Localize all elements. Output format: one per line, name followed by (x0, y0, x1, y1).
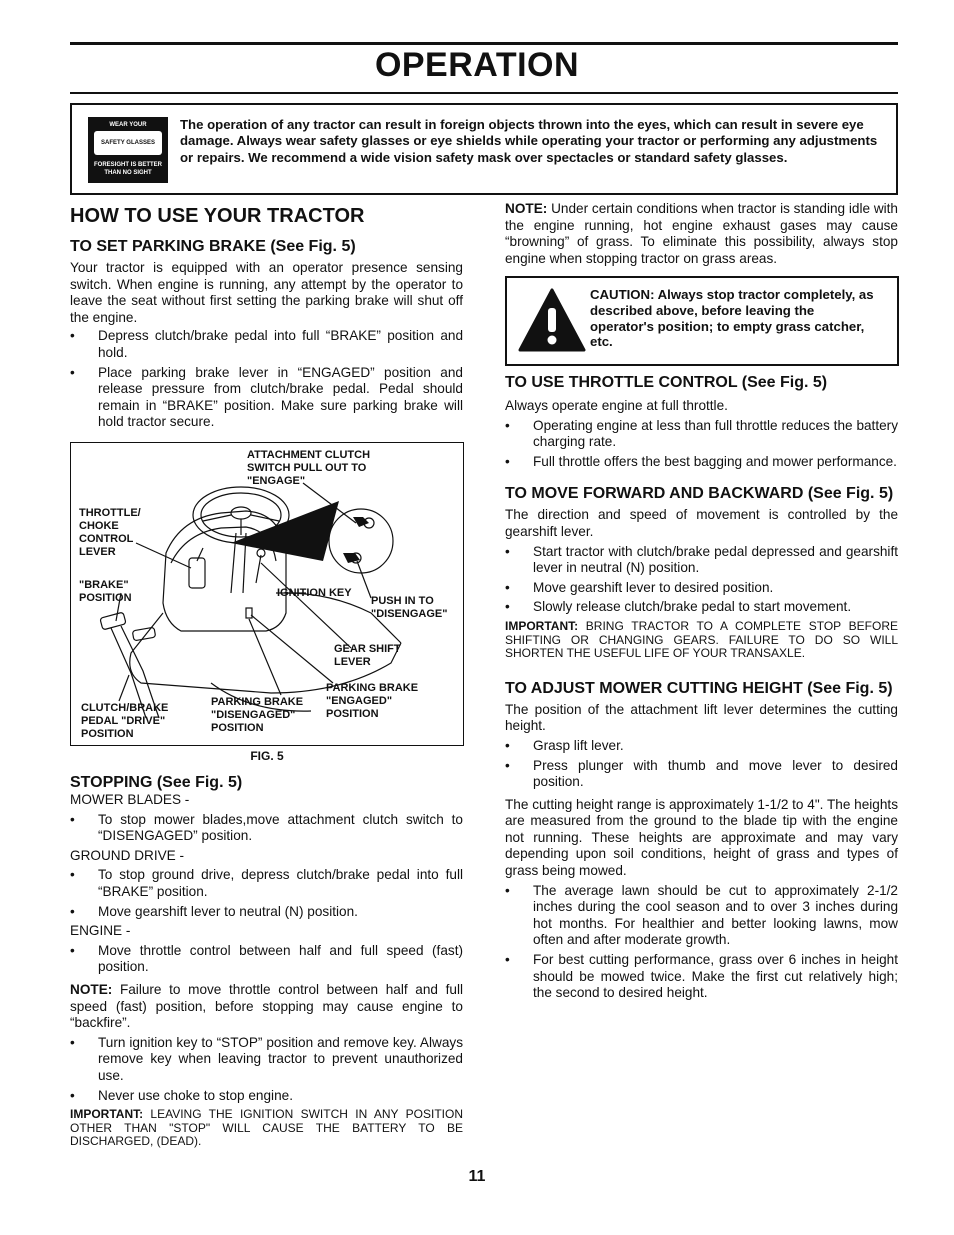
list-item: • Never use choke to stop engine. (70, 1087, 293, 1103)
title-rule (70, 92, 898, 94)
section-heading: HOW TO USE YOUR TRACTOR (70, 205, 365, 227)
sticker-line3: FORESIGHT IS BETTER THAN NO SIGHT (93, 162, 162, 176)
list-item-text: Full throttle offers the best bagging and mower performance. (533, 453, 897, 469)
list-item: • Operating engine at less than full throttle reduces the battery charging rate. (505, 417, 898, 450)
sticker-line2: SAFETY GLASSES (94, 131, 162, 155)
list-item-text: Depress clutch/brake pedal into full “BRAKE” position and hold. (98, 328, 463, 360)
list-item-text: Grasp lift lever. (533, 737, 624, 753)
parking-brake-intro: Your tractor is equipped with an operator presence sensing switch. When engine is running, any attempt by the operator to leave the seat without first setting the parking brake will shut off the engine. (70, 260, 463, 325)
left-column-bottom (70, 773, 463, 1149)
label-attachment-clutch: ATTACHMENT CLUTCH SWITCH PULL OUT TO "ENGAGE" (247, 449, 371, 487)
top-rule (70, 42, 898, 45)
list-item-text: Turn ignition key to “STOP” position and remove key. Always remove key when leaving tractor to prevent unauthorized use. (98, 1034, 463, 1083)
list-item-text: To stop ground drive, depress clutch/brake pedal into full “BRAKE” position. (98, 867, 463, 899)
note-text: Failure to move throttle control between half and full speed (fast) position, before stopping may cause engine to “backfire”. (70, 981, 463, 1031)
list-item: • The average lawn should be cut to approximately 2-1/2 inches during the cool season and to over 3 inches during hot months. For healthier and better looking lawns, mow often and after moderate growth. (505, 882, 898, 948)
warning-triangle-icon (517, 286, 587, 356)
safety-warning-box (70, 103, 898, 195)
list-item: • Grasp lift lever. (505, 737, 624, 753)
list-item-text: The average lawn should be cut to approximately 2-1/2 inches during the cool season and to over 3 inches during hot months. For healthier and better looking lawns, mow often and after moderate growth. (533, 882, 898, 948)
move-intro: The direction and speed of movement is controlled by the gearshift lever. (505, 507, 898, 539)
label-throttle-choke: THROTTLE/ CHOKE CONTROL LEVER (79, 507, 141, 558)
list-item: • To stop ground drive, depress clutch/brake pedal into full “BRAKE” position. (70, 867, 463, 899)
cutting-height-intro: The position of the attachment lift lever determines the cutting height. (505, 701, 898, 734)
list-item: • Depress clutch/brake pedal into full “BRAKE” position and hold. (70, 328, 463, 360)
left-column-top (70, 204, 463, 431)
label-clutch-brake-pedal: CLUTCH/BRAKE PEDAL "DRIVE" POSITION (81, 702, 169, 740)
note-text: Under certain conditions when tractor is standing idle with the engine running, hot engine exhaust gases may cause “browning” of grass. To eliminate this possibility, always stop engine when stopping tractor on grass areas. (505, 201, 898, 266)
ignition-important (70, 1108, 463, 1149)
move-heading: TO MOVE FORWARD AND BACKWARD (See Fig. 5) (505, 485, 894, 503)
list-item: • Place parking brake lever in “ENGAGED” position and release pressure from clutch/brake pedal. Pedal should remain in “BRAKE” position. Make sure parking brake will hold tractor secure. (70, 364, 463, 430)
list-item: • Start tractor with clutch/brake pedal depressed and gearshift lever in neutral (N) position. (505, 543, 898, 576)
list-item: • Full throttle offers the best bagging and mower performance. (505, 453, 897, 469)
figure-5 (70, 442, 464, 746)
label-push-in: PUSH IN TO "DISENGAGE" (371, 595, 448, 620)
label-parking-brake-engaged: PARKING BRAKE "ENGAGED" POSITION (326, 682, 419, 720)
note-label: NOTE: (505, 201, 548, 216)
label-brake-position: "BRAKE" POSITION (79, 579, 132, 604)
note-label: NOTE: (70, 981, 113, 997)
list-item-text: Start tractor with clutch/brake pedal depressed and gearshift lever in neutral (N) position. (533, 543, 898, 576)
sticker-line1: WEAR YOUR (109, 122, 147, 128)
list-item-text: Operating engine at less than full throttle reduces the battery charging rate. (533, 417, 898, 450)
parking-brake-heading: TO SET PARKING BRAKE (See Fig. 5) (70, 238, 356, 255)
figure-caption: FIG. 5 (250, 749, 284, 763)
important-label: IMPORTANT: (505, 618, 579, 633)
list-item-text: Move gearshift lever to desired position. (533, 579, 774, 595)
throttle-heading: TO USE THROTTLE CONTROL (See Fig. 5) (505, 374, 828, 391)
stopping-note (70, 982, 463, 1032)
list-item-text: Never use choke to stop engine. (98, 1087, 293, 1103)
important-text: LEAVING THE IGNITION SWITCH IN ANY POSITION OTHER THAN "STOP" WILL CAUSE THE BATTERY TO BE DISCHARGED, (DEAD). (70, 1107, 463, 1149)
list-item: • Move gearshift lever to neutral (N) position. (70, 903, 358, 919)
list-item-text: Press plunger with thumb and move lever to desired position. (533, 757, 898, 790)
important-label: IMPORTANT: (70, 1107, 144, 1122)
transaxle-important (505, 620, 898, 661)
exhaust-note (505, 201, 898, 267)
cutting-height-heading: TO ADJUST MOWER CUTTING HEIGHT (See Fig. 5) (505, 679, 893, 697)
engine-label: ENGINE - (70, 923, 131, 939)
important-text: BRING TRACTOR TO A COMPLETE STOP BEFORE SHIFTING OR CHANGING GEARS. FAILURE TO DO SO WILL SHORTEN THE USEFUL LIFE OF YOUR TRANSAXLE. (505, 618, 898, 661)
page-title: OPERATION (374, 46, 580, 84)
list-item-text: For best cutting performance, grass over 6 inches in height should be mowed twice. Make the first cut relatively high; the second to desired height. (533, 952, 898, 1001)
mower-blades-label: MOWER BLADES - (70, 792, 190, 807)
list-item: • For best cutting performance, grass over 6 inches in height should be mowed twice. Make the first cut relatively high; the second to desired height. (505, 952, 898, 1001)
list-item: • Press plunger with thumb and move lever to desired position. (505, 757, 898, 790)
cutting-height-paragraph: The cutting height range is approximately 1-1/2 to 4". The heights are measured from the ground to the blade tip with the engine not running. These heights are approximate and may vary depending upon soil conditions, height of grass and types of grass being mowed. (505, 796, 898, 879)
safety-warning-text: The operation of any tractor can result in foreign objects thrown into the eyes, which can result in severe eye damage. Always wear safety glasses or eye shields while operating your tractor or performing any adjustments or repairs. We recommend a wide vision safety mask over spectacles or standard safety glasses. (180, 117, 878, 165)
list-item: • Move gearshift lever to desired position. (505, 579, 774, 595)
label-ignition-key: IGNITION KEY (277, 587, 352, 599)
throttle-intro: Always operate engine at full throttle. (505, 398, 728, 413)
list-item: • Move throttle control between half and full speed (fast) position. (70, 942, 463, 975)
list-item-text: Move throttle control between half and full speed (fast) position. (98, 942, 463, 975)
page-number: 11 (468, 1168, 486, 1185)
list-item-text: Slowly release clutch/brake pedal to start movement. (533, 599, 852, 615)
list-item-text: Place parking brake lever in “ENGAGED” position and release pressure from clutch/brake pedal. Pedal should remain in “BRAKE” position. Make sure parking brake will hold tractor secure. (98, 364, 463, 430)
list-item: • Turn ignition key to “STOP” position and remove key. Always remove key when leaving tractor to prevent unauthorized use. (70, 1034, 463, 1083)
safety-glasses-sticker (88, 117, 168, 183)
label-gear-shift: GEAR SHIFT LEVER (334, 643, 401, 668)
stopping-heading: STOPPING (See Fig. 5) (70, 774, 243, 791)
list-item-text: Move gearshift lever to neutral (N) position. (98, 903, 358, 919)
ground-drive-label: GROUND DRIVE - (70, 847, 185, 863)
caution-box (505, 276, 899, 366)
caution-text: CAUTION: Always stop tractor completely, as described above, before leaving the operator's position; to empty grass catcher, etc. (590, 287, 874, 350)
right-column-top (505, 201, 898, 267)
list-item: • Slowly release clutch/brake pedal to start movement. (505, 599, 852, 615)
right-column-bottom (505, 373, 898, 1002)
list-item-text: To stop mower blades,move attachment clutch switch to “DISENGAGED” position. (98, 811, 463, 844)
label-parking-brake-disengaged: PARKING BRAKE "DISENGAGED" POSITION (211, 696, 304, 734)
list-item: • To stop mower blades,move attachment clutch switch to “DISENGAGED” position. (70, 811, 463, 844)
